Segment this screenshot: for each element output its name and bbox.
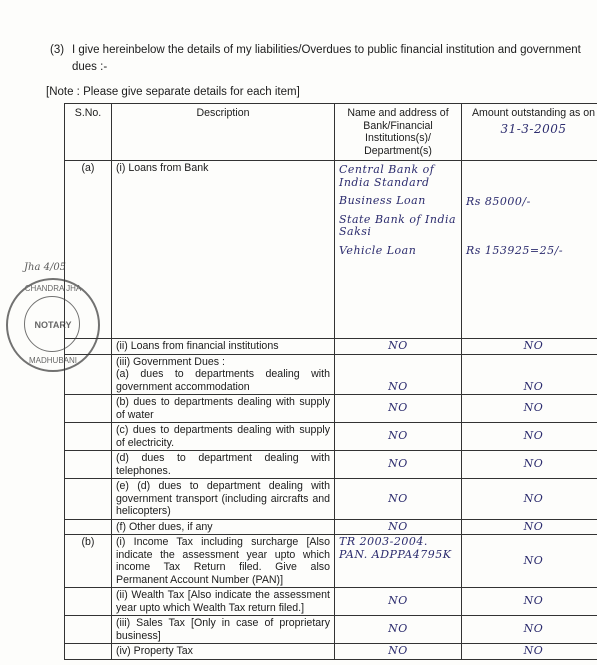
bank-line: State Bank of India Saksi <box>339 212 457 238</box>
table-row <box>65 519 597 535</box>
row-amount: NO <box>462 423 597 451</box>
row-description: (iii) Sales Tax [Only in case of proprietary business] <box>112 616 335 644</box>
header-amount-date: 31-3-2005 <box>500 121 567 136</box>
row-bank: NO <box>335 588 462 616</box>
row-bank: NO <box>335 423 462 451</box>
table-row <box>65 588 597 616</box>
row-description: (iv) Property Tax <box>112 644 335 660</box>
row-description: (f) Other dues, if any <box>112 519 335 535</box>
row-description: (iii) Government Dues : (a) dues to departments dealing with government accommodation <box>112 354 335 395</box>
header-amount-label: Amount outstanding as on <box>471 107 596 119</box>
row-description: (ii) Wealth Tax [Also indicate the assessment year upto which Wealth Tax return filed.] <box>112 588 335 616</box>
row-sno: (a) <box>65 161 112 339</box>
row-description: (c) dues to departments dealing with supply of electricity. <box>112 423 335 451</box>
row-description: (e) (d) dues to department dealing with government transport (including aircrafts and helicopters) <box>112 479 335 520</box>
stamp-place: MADHUBANI <box>28 356 77 365</box>
table-row <box>65 451 597 479</box>
table-row <box>65 616 597 644</box>
table-row <box>65 423 597 451</box>
table-row <box>65 354 597 395</box>
table-row <box>65 479 597 520</box>
note-text: [Note : Please give separate details for each item] <box>46 86 300 98</box>
stamp-name: CHANDRA JHA <box>24 284 82 293</box>
row-bank: NO <box>335 339 462 355</box>
row-amount: NO <box>462 616 597 644</box>
row-amount: NO <box>462 535 597 588</box>
row-sno <box>65 423 112 451</box>
row-description: (b) dues to departments dealing with supply of water <box>112 395 335 423</box>
table-row <box>65 644 597 660</box>
row-bank: NO <box>335 519 462 535</box>
table-row <box>65 339 597 355</box>
bank-line: Business Loan <box>339 194 426 207</box>
stamp-signature: Jha 4/05 <box>24 262 67 273</box>
row-bank: NO <box>335 395 462 423</box>
row-description: (i) Loans from Bank <box>112 161 335 339</box>
amount-line: Rs 85000/- <box>466 195 531 208</box>
header-amount <box>462 104 597 161</box>
table-row <box>65 161 597 339</box>
row-amount: NO <box>462 644 597 660</box>
row-description: (ii) Loans from financial institutions <box>112 339 335 355</box>
row-bank: NO <box>335 644 462 660</box>
table-header-row <box>65 104 597 161</box>
row-amount: NO <box>462 339 597 355</box>
row-description: (i) Income Tax including surcharge [Also indicate the assessment year upto which income Tax Return filed. Give also Permanent Account Number (PAN)] <box>112 535 335 588</box>
row-sno <box>65 644 112 660</box>
row-sno <box>65 339 112 355</box>
row-amount: NO <box>462 588 597 616</box>
row-bank: TR 2003-2004. PAN. ADPPA4795K <box>335 535 462 588</box>
row-bank: NO <box>335 479 462 520</box>
stamp-title: NOTARY <box>34 320 72 330</box>
row-bank: NO <box>335 616 462 644</box>
row-sno <box>65 479 112 520</box>
row-sno <box>65 354 112 395</box>
header-bank: Name and address of Bank/Financial Institutions(s)/ Department(s) <box>335 104 462 161</box>
row-bank: NO <box>335 451 462 479</box>
row-sno <box>65 395 112 423</box>
table-row <box>65 535 597 588</box>
row-sno <box>65 616 112 644</box>
row-sno: (b) <box>65 535 112 588</box>
row-amount <box>462 161 597 339</box>
row-sno <box>65 588 112 616</box>
row-sno <box>65 519 112 535</box>
row-bank: NO <box>335 354 462 395</box>
row-amount: NO <box>462 395 597 423</box>
row-amount: NO <box>462 479 597 520</box>
row-bank <box>335 161 462 339</box>
liabilities-table <box>64 103 597 660</box>
row-amount: NO <box>462 451 597 479</box>
row-amount: NO <box>462 354 597 395</box>
row-description: (d) dues to department dealing with telephones. <box>112 451 335 479</box>
intro-number: (3) <box>50 44 65 56</box>
row-amount: NO <box>462 519 597 535</box>
header-description: Description <box>112 104 335 161</box>
row-sno <box>65 451 112 479</box>
bank-line: Central Bank of India Standard <box>339 163 435 189</box>
amount-line: Rs 153925=25/- <box>466 243 564 257</box>
bank-line: Vehicle Loan <box>339 243 417 257</box>
intro-text: I give hereinbelow the details of my liabilities/Overdues to public financial institution and government dues :- <box>72 44 581 73</box>
header-sno: S.No. <box>65 104 112 161</box>
table-row <box>65 395 597 423</box>
